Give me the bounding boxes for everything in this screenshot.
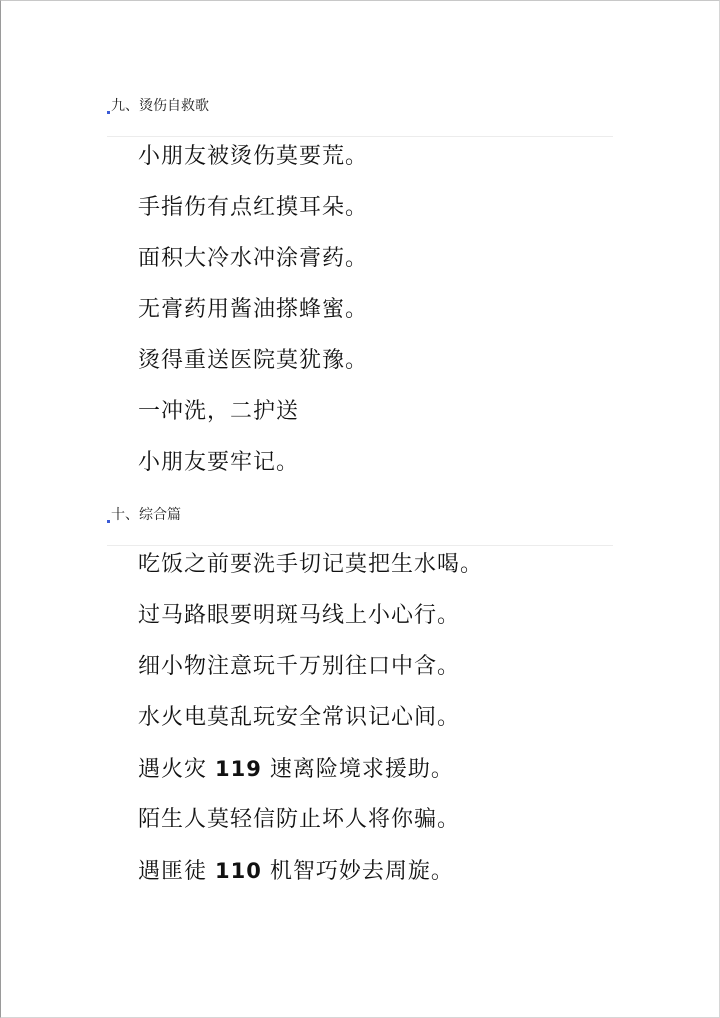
verse-line: 小朋友要牢记。 [138,450,300,475]
verse-list [138,140,368,497]
section-heading [107,503,181,527]
bullet-marker [107,111,110,114]
heading-divider [107,545,613,546]
section-heading-text: 九、烫伤自救歌 [111,98,209,114]
verse-line: 吃饭之前要洗手切记莫把生水喝。 [138,552,484,577]
verse-line: 手指伤有点红摸耳朵。 [138,195,369,220]
verse-line: 遇火灾 119 速离险境求援助。 [138,757,454,782]
verse-line: 面积大冷水冲涂膏药。 [138,246,369,271]
heading-divider [107,136,613,137]
verse-line: 无膏药用酱油搽蜂蜜。 [138,297,369,322]
verse-line: 小朋友被烫伤莫要荒。 [138,144,369,169]
verse-line: 遇匪徒 110 机智巧妙去周旋。 [138,859,454,884]
verse-line: 烫得重送医院莫犹豫。 [138,348,369,373]
verse-line: 陌生人莫轻信防止坏人将你骗。 [138,807,461,832]
section-heading [107,94,209,118]
verse-line: 过马路眼要明斑马线上小心行。 [138,603,461,628]
bullet-marker [107,520,110,523]
verse-list [138,548,483,905]
verse-line: 细小物注意玩千万别往口中含。 [138,654,461,679]
emergency-number: 110 [215,859,262,883]
emergency-number: 119 [215,757,262,781]
verse-line: 水火电莫乱玩安全常识记心间。 [138,705,461,730]
section-heading-text: 十、综合篇 [111,507,181,523]
verse-line: 一冲洗，二护送 [138,399,300,424]
